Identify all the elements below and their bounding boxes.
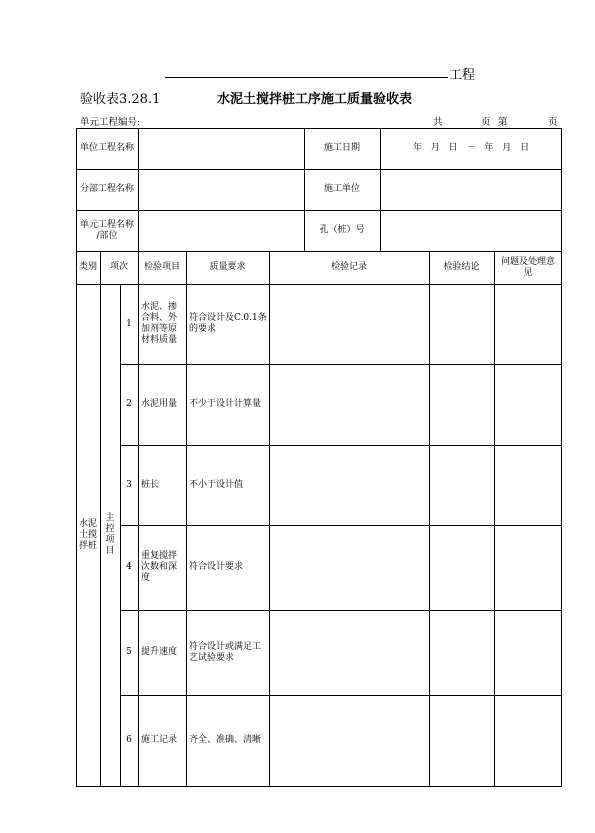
row-6-no: 6 — [126, 735, 132, 745]
category-name: 水泥土搅拌桩 — [78, 518, 97, 551]
row-2-record[interactable] — [269, 364, 429, 445]
nth-label: 第 — [498, 117, 508, 128]
unit-work-name-line2: /部位 — [96, 230, 118, 241]
row-3-item: 桩长 — [141, 479, 160, 490]
row-4-conclusion[interactable] — [429, 525, 494, 610]
construction-unit-value[interactable] — [380, 169, 562, 210]
unit-project-name-label: 单位工程名称 — [79, 143, 134, 153]
unit-code-label: 单元工程编号: — [80, 117, 141, 128]
row-6-requirement: 齐全、准确、清晰 — [189, 735, 262, 745]
construction-unit-label: 施工单位 — [323, 184, 360, 194]
row-1-requirement: 符合设计及C.0.1条的要求 — [189, 313, 267, 334]
row-6-item: 施工记录 — [141, 735, 178, 745]
col-item-no: 项次 — [109, 262, 128, 272]
row-6-record[interactable] — [269, 695, 429, 786]
row-2-requirement: 不少于设计计算量 — [189, 399, 262, 409]
row-3-issues[interactable] — [494, 445, 562, 525]
col-requirement: 质量要求 — [209, 262, 246, 272]
form-number: 验收表3.28.1 — [80, 92, 161, 107]
unit-work-name-line1: 单元工程名称 — [79, 219, 134, 230]
division-name-value[interactable] — [138, 169, 304, 210]
hole-no-value[interactable] — [380, 210, 562, 251]
unit-project-name-value[interactable] — [138, 128, 304, 169]
row-1-issues[interactable] — [494, 284, 562, 364]
unit-work-name-label — [76, 210, 138, 251]
col-record: 检验记录 — [330, 262, 367, 272]
row-5-record[interactable] — [269, 610, 429, 695]
page-title: 水泥土搅拌桩工序施工质量验收表 — [217, 92, 413, 107]
col-issues: 问题及处理意见 — [500, 256, 555, 278]
row-5-issues[interactable] — [494, 610, 562, 695]
page-label-1: 页 — [481, 117, 491, 128]
row-6-issues[interactable] — [494, 695, 562, 786]
row-3-no: 3 — [126, 479, 132, 490]
row-2-no: 2 — [126, 399, 132, 409]
row-4-no: 4 — [126, 562, 132, 572]
row-3-record[interactable] — [269, 445, 429, 525]
row-5-no: 5 — [126, 647, 132, 657]
row-2-conclusion[interactable] — [429, 364, 494, 445]
unit-work-name-value[interactable] — [138, 210, 304, 251]
row-3-conclusion[interactable] — [429, 445, 494, 525]
page-label-2: 页 — [548, 117, 558, 128]
col-conclusion: 检验结论 — [443, 262, 480, 272]
row-1-item: 水泥、掺合料、外加剂等原材料质量 — [141, 302, 178, 345]
row-4-requirement: 符合设计要求 — [189, 562, 244, 572]
row-6-conclusion[interactable] — [429, 695, 494, 786]
row-4-item: 重复搅拌次数和深度 — [141, 551, 178, 583]
row-5-item: 提升速度 — [141, 647, 178, 657]
col-check-item: 检验项目 — [143, 262, 180, 272]
project-name-blank — [165, 77, 448, 78]
construction-date-label: 施工日期 — [323, 143, 360, 153]
hole-no-label: 孔（桩）号 — [319, 225, 365, 235]
project-suffix: 工程 — [449, 68, 476, 83]
division-name-label: 分部工程名称 — [79, 184, 134, 194]
row-4-record[interactable] — [269, 525, 429, 610]
construction-date-range[interactable]: 年 月 日 － 年 月 日 — [412, 143, 530, 153]
col-category: 类别 — [78, 262, 97, 272]
row-3-requirement: 不小于设计值 — [189, 479, 244, 490]
row-1-conclusion[interactable] — [429, 284, 494, 364]
row-1-record[interactable] — [269, 284, 429, 364]
row-5-conclusion[interactable] — [429, 610, 494, 695]
row-2-item: 水泥用量 — [141, 399, 178, 409]
row-4-issues[interactable] — [494, 525, 562, 610]
row-1-no: 1 — [126, 318, 132, 329]
total-label: 共 — [433, 117, 443, 128]
group-name: 主控项目 — [105, 513, 115, 556]
row-5-requirement: 符合设计或满足工艺试验要求 — [189, 641, 262, 663]
inspection-table — [76, 128, 562, 787]
row-2-issues[interactable] — [494, 364, 562, 445]
